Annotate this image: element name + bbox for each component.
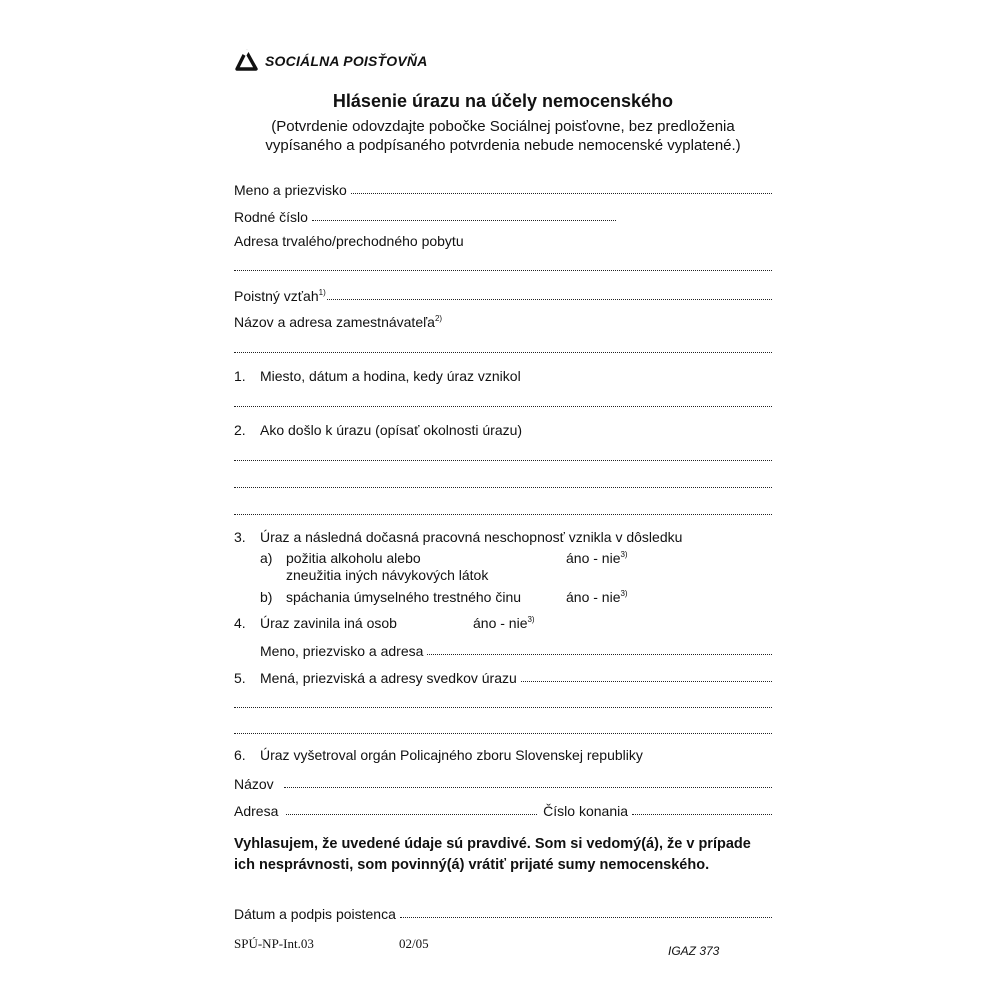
section-5-field[interactable] [234,666,772,686]
footnote-marker: 2) [434,314,443,323]
employer-field[interactable] [234,337,772,357]
section-6-name-label: Názov [234,776,274,792]
declaration-line: Vyhlasujem, že uvedené údaje sú pravdivé. Som si vedomý(á), že v prípade [234,836,751,852]
section-3a-line-2: zneužitia iných návykových látok [286,567,489,583]
section-6-name-field[interactable] [234,772,772,792]
section-3a-prefix: a) [260,550,273,566]
declaration [234,834,779,876]
name-fill-line[interactable] [351,193,772,194]
section-3a-choice[interactable]: áno - nie$^{3)}$ [566,550,628,566]
section-2-field-3[interactable] [234,499,772,519]
section-1-heading: 1. Miesto, dátum a hodina, kedy úraz vznikol [234,368,521,384]
section-6-case-label: Číslo konania [543,803,628,819]
section-5-fill-line[interactable] [234,707,772,708]
section-4-heading: 4. Úraz zavinila iná osob [234,615,397,631]
signature-field[interactable] [234,902,772,922]
footnote-marker: 3) [527,615,535,624]
employer-fill-line[interactable] [234,352,772,353]
section-6-address-field[interactable] [234,799,772,819]
section-5-field-3[interactable] [234,718,772,738]
section-2-fill-line[interactable] [234,487,772,488]
footnote-marker: 3) [620,589,628,598]
name-field[interactable] [234,178,772,198]
section-6-case-fill-line[interactable] [632,814,772,815]
section-3b-label: spáchania úmyselného trestného činu [286,589,522,605]
footnote-marker: 1) [318,288,326,297]
section-3b-prefix: b) [260,589,273,605]
section-2-field-2[interactable] [234,472,772,492]
section-4-choice[interactable]: áno - nie$^{3)}$ [473,615,535,631]
birth-number-fill-line[interactable] [312,220,616,221]
section-2-fill-line[interactable] [234,460,772,461]
section-6-name-fill-line[interactable] [284,787,772,788]
section-5-fill-line[interactable] [234,733,772,734]
section-2-heading: 2. Ako došlo k úrazu (opísať okolnosti úrazu) [234,422,523,438]
section-1-fill-line[interactable] [234,406,772,407]
section-3b-choice[interactable]: áno - nie$^{3)}$ [566,589,628,605]
section-5-heading: 5. Mená, priezviská a adresy svedkov úrazu [234,670,517,686]
section-4-fill-line[interactable] [427,654,772,655]
subtitle-line: vypísaného a podpísaného potvrdenia nebude nemocenské vyplatené.) [265,137,741,154]
address-field[interactable] [234,255,772,275]
name-label: Meno a priezvisko [234,182,347,198]
brand-name: SOCIÁLNA POISŤOVŇA [265,53,428,69]
form-subtitle [233,117,773,155]
section-2-field-1[interactable] [234,445,772,465]
footer-form-id: IGAZ 373 [668,944,720,958]
section-1-field[interactable] [234,391,772,411]
section-5-fill-line[interactable] [521,681,772,682]
insurance-fill-line[interactable] [327,299,772,300]
signature-label: Dátum a podpis poistenca [234,906,396,922]
section-3a-line-1: požitia alkoholu alebo [286,550,421,566]
form-title: Hlásenie úrazu na účely nemocenského [332,91,674,111]
footer-form-date: 02/05 [399,936,429,951]
footer-form-code: SPÚ-NP-Int.03 [234,936,314,951]
section-4-sub-label: Meno, priezvisko a adresa [260,643,424,659]
brand-logo [233,48,428,74]
employer-label: Názov a adresa zamestnávateľa$^{2)}$ [234,314,443,330]
signature-fill-line[interactable] [400,917,772,918]
insurance-field[interactable] [234,284,772,304]
declaration-line: ich nesprávnosti, som povinný(á) vrátiť prijaté sumy nemocenského. [234,857,710,873]
insurance-label: Poistný vzťah$^{1)}$ [234,288,326,304]
subtitle-line: (Potvrdenie odovzdajte pobočke Sociálnej poisťovne, bez predloženia [271,118,735,135]
section-6-address-fill-line[interactable] [286,814,537,815]
section-2-fill-line[interactable] [234,514,772,515]
section-4-sub-field[interactable] [260,639,772,659]
section-6-address-label: Adresa [234,803,279,819]
address-fill-line[interactable] [234,270,772,271]
social-insurance-logo-icon [233,48,259,74]
footnote-marker: 3) [620,550,628,559]
address-label: Adresa trvalého/prechodného pobytu [234,233,464,249]
birth-number-field[interactable] [234,205,616,225]
birth-number-label: Rodné číslo [234,209,308,225]
section-5-field-2[interactable] [234,692,772,712]
section-3-heading: 3. Úraz a následná dočasná pracovná neschopnosť vznikla v dôsledku [234,529,683,545]
section-6-heading: 6. Úraz vyšetroval orgán Policajného zboru Slovenskej republiky [234,747,643,763]
